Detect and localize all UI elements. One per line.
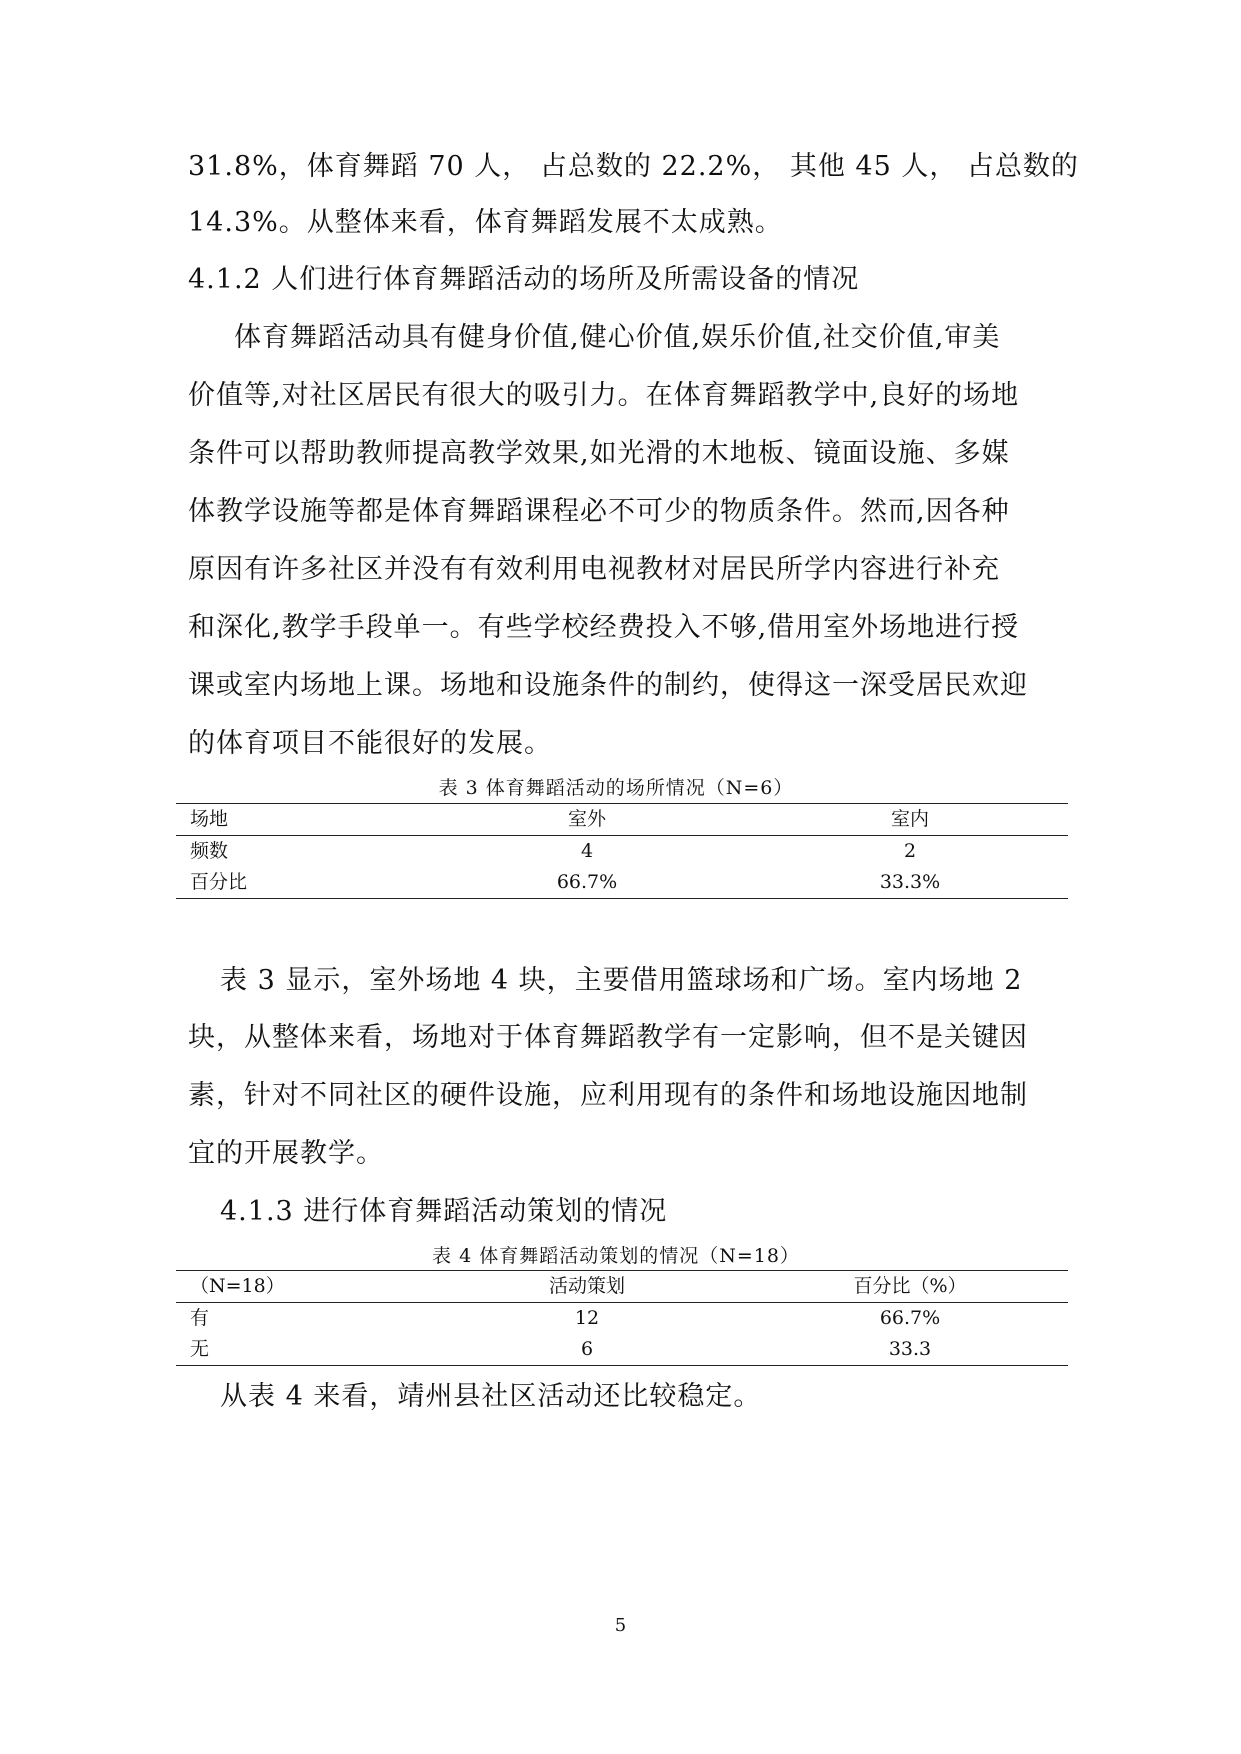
paragraph-line: 原因有许多社区并没有有效利用电视教材对居民所学内容进行补充 bbox=[188, 554, 1000, 585]
table-row bbox=[176, 836, 1068, 868]
section-heading: 4.1.2 人们进行体育舞蹈活动的场所及所需设备的情况 bbox=[188, 264, 860, 295]
table-header-cell: 场地 bbox=[176, 804, 422, 836]
table-cell: 33.3% bbox=[752, 867, 1068, 899]
table-3 bbox=[176, 803, 1068, 899]
table-cell: 百分比 bbox=[176, 867, 422, 899]
table-3-caption: 表 3 体育舞蹈活动的场所情况（N=6） bbox=[438, 777, 794, 799]
table-cell: 33.3 bbox=[752, 1334, 1068, 1366]
paragraph-line: 31.8%，体育舞蹈 70 人， 占总数的 22.2%， 其他 45 人， 占总数的 bbox=[188, 151, 1079, 182]
paragraph-line: 的体育项目不能很好的发展。 bbox=[188, 728, 552, 759]
paragraph-line: 14.3%。从整体来看，体育舞蹈发展不太成熟。 bbox=[188, 207, 783, 238]
table-cell: 66.7% bbox=[879, 1307, 941, 1329]
table-row bbox=[176, 1303, 1068, 1335]
table-cell: 12 bbox=[574, 1307, 600, 1329]
table-4-caption: 表 4 体育舞蹈活动策划的情况（N=18） bbox=[432, 1245, 800, 1267]
paragraph-line: 素，针对不同社区的硬件设施，应利用现有的条件和场地设施因地制 bbox=[188, 1080, 1028, 1111]
paragraph-line: 宜的开展教学。 bbox=[188, 1138, 384, 1169]
table-header-row bbox=[176, 804, 1068, 836]
table-cell: 4 bbox=[580, 840, 594, 862]
paragraph-line: 从表 4 来看，靖州县社区活动还比较稳定。 bbox=[220, 1381, 762, 1412]
table-4 bbox=[176, 1270, 1068, 1366]
table-header-cell: 百分比（%） bbox=[752, 1271, 1068, 1303]
page-number: 5 bbox=[614, 1615, 627, 1636]
table-cell: 6 bbox=[422, 1334, 752, 1366]
paragraph-line: 表 3 显示，室外场地 4 块，主要借用篮球场和广场。室内场地 2 bbox=[220, 965, 1023, 996]
paragraph-line: 块，从整体来看，场地对于体育舞蹈教学有一定影响，但不是关键因 bbox=[188, 1022, 1028, 1053]
table-cell: 有 bbox=[190, 1307, 210, 1329]
table-cell: 2 bbox=[903, 840, 917, 862]
table-header-cell: 室内 bbox=[752, 804, 1068, 836]
paragraph-line: 条件可以帮助教师提高教学效果,如光滑的木地板、镜面设施、多媒 bbox=[188, 438, 1010, 469]
table-row bbox=[176, 1334, 1068, 1366]
table-header-row bbox=[176, 1271, 1068, 1303]
table-header-cell: （N=18） bbox=[176, 1271, 422, 1303]
table-cell: 66.7% bbox=[422, 867, 752, 899]
paragraph-line: 价值等,对社区居民有很大的吸引力。在体育舞蹈教学中,良好的场地 bbox=[188, 380, 1020, 411]
table-cell: 无 bbox=[176, 1334, 422, 1366]
section-heading: 4.1.3 进行体育舞蹈活动策划的情况 bbox=[220, 1196, 668, 1227]
table-row bbox=[176, 867, 1068, 899]
paragraph-line: 课或室内场地上课。场地和设施条件的制约，使得这一深受居民欢迎 bbox=[188, 670, 1028, 701]
paragraph-line: 体育舞蹈活动具有健身价值,健心价值,娱乐价值,社交价值,审美 bbox=[234, 322, 1001, 353]
paragraph-line: 体教学设施等都是体育舞蹈课程必不可少的物质条件。然而,因各种 bbox=[188, 496, 1010, 527]
table-header-cell: 活动策划 bbox=[422, 1271, 752, 1303]
table-cell: 频数 bbox=[190, 840, 229, 862]
paragraph-line: 和深化,教学手段单一。有些学校经费投入不够,借用室外场地进行授 bbox=[188, 612, 1020, 643]
table-header-cell: 室外 bbox=[422, 804, 752, 836]
